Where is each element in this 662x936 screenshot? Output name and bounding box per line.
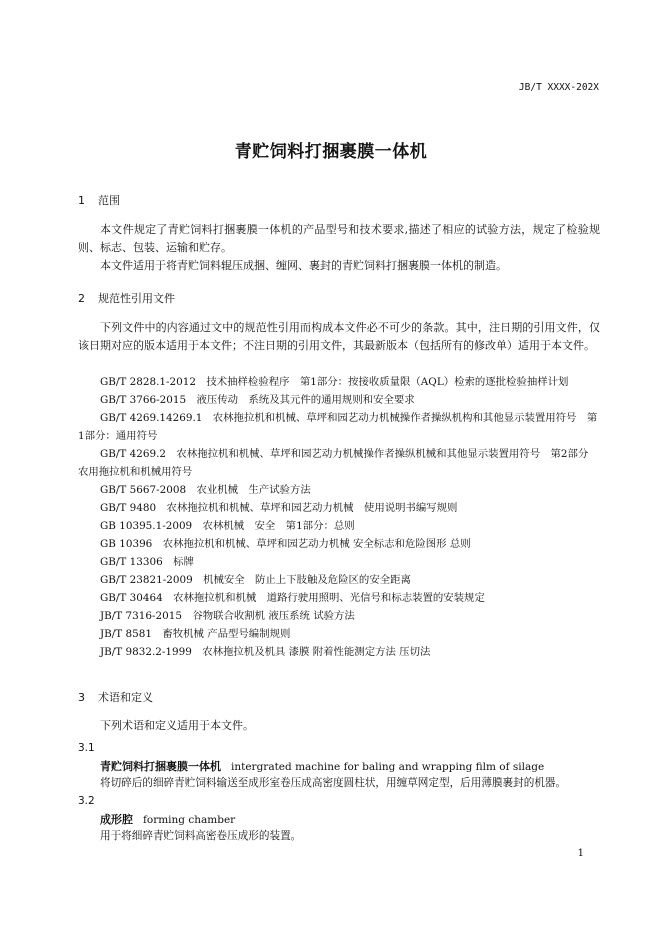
section-3-title: 术语和定义 (98, 691, 153, 704)
section-1-paragraph-2: 本文件适用于将青贮饲料辊压成捆、缠网、裹封的青贮饲料打捆裹膜一体机的制造。 (100, 259, 507, 272)
term-chinese: 成形腔 (100, 813, 133, 826)
page-number: 1 (577, 848, 584, 859)
term-english: intergrated machine for baling and wrapping film of silage (231, 761, 545, 773)
section-1-paragraph-1: 本文件规定了青贮饲料打捆裹膜一体机的产品型号和技术要求,描述了相应的试验方法，规定了检验规则、标志、包装、运输和贮存。 (78, 223, 600, 254)
reference-item: GB/T 3766-2015 液压传动 系统及其元件的通用规则和安全要求 (100, 394, 415, 406)
reference-item: JB/T 9832.2-1999 农林拖拉机及机具 漆膜 附着性能测定方法 压切法 (100, 646, 431, 658)
section-2-title: 规范性引用文件 (98, 292, 175, 305)
reference-item: GB/T 4269.14269.1 农林拖拉机和机械、草坪和园艺动力机械操作者操纵机构和其他显示装置用符号 第1部分：通用符号 (78, 412, 598, 442)
section-3-number: 3 (78, 691, 85, 704)
section-1-heading (78, 192, 120, 208)
term-number: 3.2 (78, 795, 95, 807)
term-definition: 将切碎后的细碎青贮饲料输送至成形室卷压成高密度圆柱状，用缠草网定型，后用薄膜裹封的机器。 (100, 777, 567, 789)
section-2-heading (78, 290, 175, 306)
reference-item: JB/T 7316-2015 谷物联合收割机 液压系统 试验方法 (100, 610, 355, 622)
term-english: forming chamber (143, 814, 236, 826)
section-3-intro: 下列术语和定义适用于本文件。 (100, 719, 254, 732)
section-1-number: 1 (78, 194, 85, 207)
document-code: JB/T XXXX-202X (518, 82, 599, 93)
section-2-number: 2 (78, 292, 85, 305)
term-heading (100, 758, 544, 774)
term-number: 3.1 (78, 742, 95, 754)
reference-list (78, 373, 600, 661)
term-chinese: 青贮饲料打捆裹膜一体机 (100, 760, 221, 773)
section-3-heading (78, 689, 153, 705)
reference-item: GB/T 4269.2 农林拖拉机和机械、草坪和园艺动力机械操作者操纵机械和其他显示装置用符号 第2部分 农用拖拉机和机械用符号 (78, 448, 599, 478)
reference-item: GB/T 9480 农林拖拉机和机械、草坪和园艺动力机械 使用说明书编写规则 (100, 502, 458, 514)
section-2-intro: 下列文件中的内容通过文中的规范性引用而构成本文件必不可少的条款。其中，注日期的引用文件，仅该日期对应的版本适用于本文件；不注日期的引用文件，其最新版本（包括所有的修改单）适用于本文件。 (78, 321, 600, 352)
reference-item: GB/T 23821-2009 机械安全 防止上下肢触及危险区的安全距离 (100, 574, 411, 586)
reference-item: GB/T 5667-2008 农业机械 生产试验方法 (100, 484, 311, 496)
section-1-title: 范围 (98, 194, 120, 207)
term-heading (100, 811, 235, 827)
reference-item: GB/T 13306 标牌 (100, 556, 194, 568)
reference-item: GB 10396 农林拖拉机和机械、草坪和园艺动力机械 安全标志和危险图形 总则 (100, 538, 471, 550)
reference-item: GB/T 2828.1-2012 技术抽样检验程序 第1部分：按接收质量限（AQL）检索的逐批检验抽样计划 (100, 376, 569, 388)
document-title: 青贮饲料打捆裹膜一体机 (234, 142, 428, 162)
term-definition: 用于将细碎青贮饲料高密卷压成形的装置。 (100, 830, 302, 842)
reference-item: JB/T 8581 畜牧机械 产品型号编制规则 (100, 628, 291, 640)
reference-item: GB/T 30464 农林拖拉机和机械 道路行驶用照明、光信号和标志装置的安装规定 (100, 592, 485, 604)
reference-item: GB 10395.1-2009 农林机械 安全 第1部分：总则 (100, 520, 355, 532)
